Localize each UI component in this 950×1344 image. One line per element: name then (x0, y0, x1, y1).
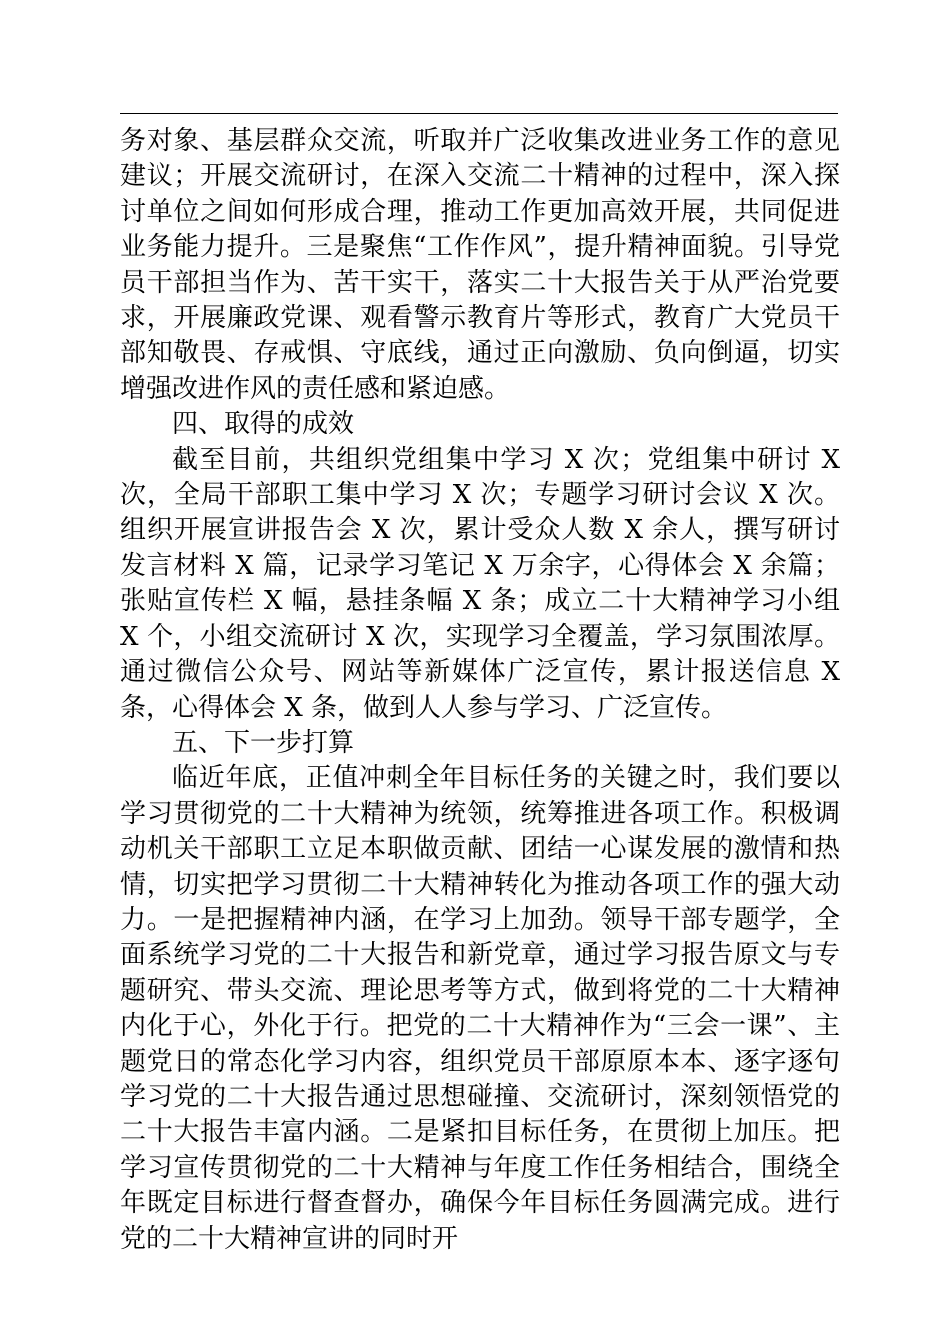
paragraph-results: 截至目前，共组织党组集中学习 X 次；党组集中研讨 X 次，全局干部职工集中学习 X 次；专题学习研讨会议 X 次。组织开展宣讲报告会 X 次，累计受众人数 X 余人，撰写研讨发言材料 X 篇，记录学习笔记 X 万余字，心得体会 X 余篇；张贴宣传栏 X 幅，悬挂条幅 X 条；成立二十大精神学习小组 X 个，小组交流研讨 X 次，实现学习全覆盖，学习氛围浓厚。通过微信公众号、网站等新媒体广泛宣传，累计报送信息 X 条，心得体会 X 条，做到人人参与学习、广泛宣传。 (120, 444, 840, 723)
section-heading-results: 四、取得的成效 (172, 409, 355, 440)
paragraph-continuation: 务对象、基层群众交流，听取并广泛收集改进业务工作的意见建议；开展交流研讨，在深入交流二十精神的过程中，深入探讨单位之间如何形成合理，推动工作更加高效开展，共同促进业务能力提升。三是聚焦“工作作风”，提升精神面貌。引导党员干部担当作为、苦干实干，落实二十大报告关于从严治党要求，开展廉政党课、观看警示教育片等形式，教育广大党员干部知敬畏、存戒惧、守底线，通过正向激励、负向倒逼，切实增强改进作风的责任感和紧迫感。 (120, 126, 840, 404)
document-body (120, 124, 840, 1257)
paragraph-next-steps: 临近年底，正值冲刺全年目标任务的关键之时，我们要以学习贯彻党的二十大精神为统领，统筹推进各项工作。积极调动机关干部职工立足本职做贡献、团结一心谋发展的激情和热情，切实把学习贯彻二十大精神转化为推动各项工作的强大动力。一是把握精神内涵，在学习上加劲。领导干部专题学，全面系统学习党的二十大报告和新党章，通过学习报告原文与专题研究、带头交流、理论思考等方式，做到将党的二十大精神内化于心，外化于行。把党的二十大精神作为“三会一课”、主题党日的常态化学习内容，组织党员干部原原本本、逐字逐句学习党的二十大报告通过思想碰撞、交流研讨，深刻领悟党的二十大报告丰富内涵。二是紧扣目标任务，在贯彻上加压。把学习宣传贯彻党的二十大精神与年度工作任务相结合，围绕全年既定目标进行督查督办，确保今年目标任务圆满完成。进行党的二十大精神宣讲的同时开 (120, 763, 840, 1254)
header-rule (120, 113, 838, 114)
section-heading-next-steps: 五、下一步打算 (172, 727, 355, 758)
